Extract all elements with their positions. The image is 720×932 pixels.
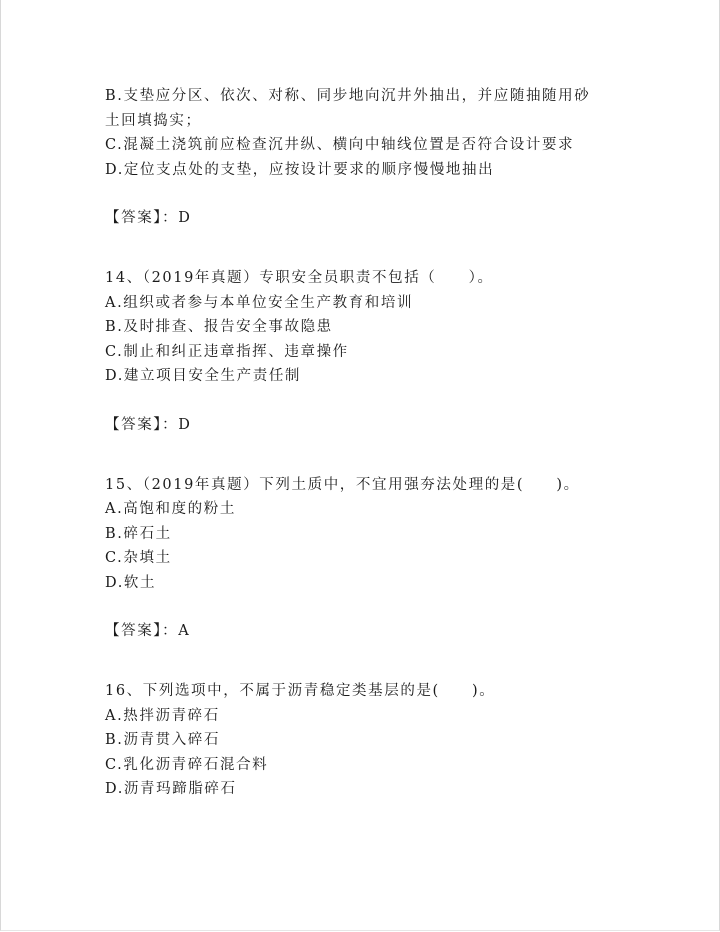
document-body bbox=[105, 84, 615, 802]
option-a: A.高饱和度的粉土 bbox=[105, 501, 236, 517]
option-d: D.软土 bbox=[105, 574, 157, 591]
option-a: A.组织或者参与本单位安全生产教育和培训 bbox=[105, 294, 414, 311]
option-a: A.热拌沥青碎石 bbox=[105, 707, 220, 724]
option-b: B.沥青贯入碎石 bbox=[105, 732, 221, 748]
question-16 bbox=[105, 679, 615, 802]
option-b: B.及时排查、报告安全事故隐患 bbox=[105, 319, 333, 335]
option-c: C.杂填土 bbox=[105, 550, 172, 566]
option-b-continued: 土回填捣实； bbox=[105, 112, 202, 129]
question-13-options bbox=[105, 84, 615, 182]
question-stem: 14、（2019年真题）专职安全员职责不包括（ ）。 bbox=[105, 270, 494, 286]
option-b: B.碎石土 bbox=[105, 525, 172, 542]
option-c: C.乳化沥青碎石混合料 bbox=[105, 756, 269, 773]
option-c: C.制止和纠正违章指挥、违章操作 bbox=[105, 343, 349, 360]
question-stem: 15、（2019年真题）下列土质中，不宜用强夯法处理的是( )。 bbox=[105, 476, 580, 493]
answer-14: 【答案】：D bbox=[105, 416, 192, 433]
option-c: C.混凝土浇筑前应检查沉井纵、横向中轴线位置是否符合设计要求 bbox=[105, 137, 575, 153]
option-d: D.定位支点处的支垫，应按设计要求的顺序慢慢地抽出 bbox=[105, 161, 495, 178]
option-d: D.建立项目安全生产责任制 bbox=[105, 368, 302, 384]
option-b: B.支垫应分区、依次、对称、同步地向沉井外抽出，并应随抽随用砂 bbox=[105, 88, 591, 104]
question-14 bbox=[105, 266, 615, 389]
question-15 bbox=[105, 473, 615, 596]
question-stem: 16、下列选项中，不属于沥青稳定类基层的是( )。 bbox=[105, 683, 496, 699]
answer-15: 【答案】：A bbox=[105, 623, 191, 639]
option-d: D.沥青玛蹄脂碎石 bbox=[105, 781, 237, 797]
answer-13: 【答案】：D bbox=[105, 210, 192, 226]
